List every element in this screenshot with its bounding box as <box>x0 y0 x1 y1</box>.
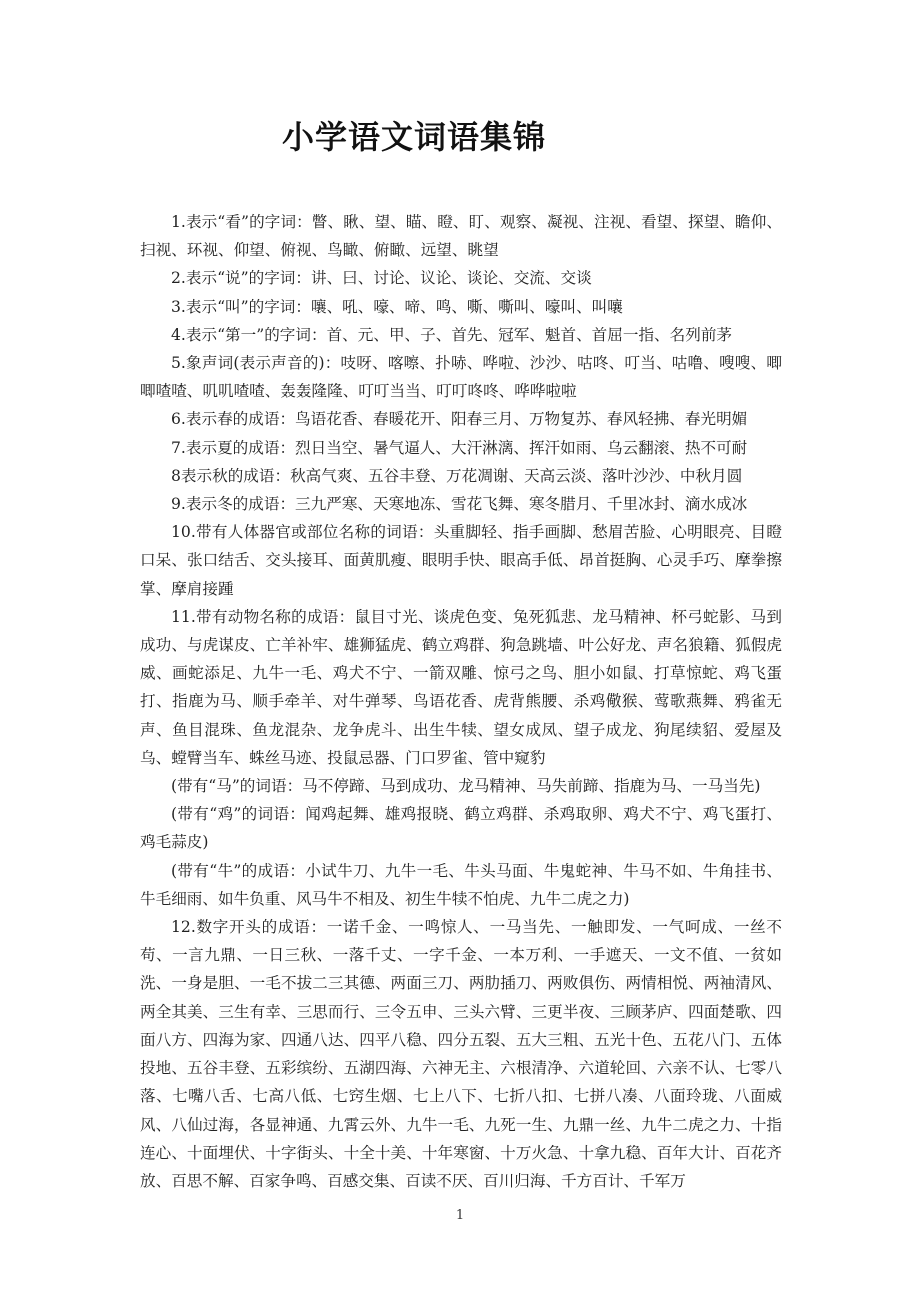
paragraph: 2.表示“说”的字词：讲、曰、讨论、议论、谈论、交流、交谈 <box>171 269 592 288</box>
paragraph: 8表示秋的成语：秋高气爽、五谷丰登、万花凋谢、天高云淡、落叶沙沙、中秋月圆 <box>171 466 743 485</box>
document-body <box>140 208 782 1195</box>
paragraph: 11.带有动物名称的成语：鼠目寸光、谈虎色变、兔死狐悲、龙马精神、杯弓蛇影、马到成功、与虎谋皮、亡羊补牢、雄狮猛虎、鹤立鸡群、狗急跳墙、叶公好龙、声名狼籍、狐假虎威、画蛇添足、九牛一毛、鸡犬不宁、一箭双雕、惊弓之鸟、胆小如鼠、打草惊蛇、鸡飞蛋打、指鹿为马、顺手牵羊、对牛弹琴、鸟语花香、虎背熊腰、杀鸡儆猴、莺歌燕舞、鸦雀无声、鱼目混珠、鱼龙混杂、龙争虎斗、出生牛犊、望女成凤、望子成龙、狗尾续貂、爱屋及乌、螳臂当车、蛛丝马迹、投鼠忌器、门口罗雀、管中窥豹 <box>140 607 782 767</box>
paragraph: 10.带有人体器官或部位名称的词语：头重脚轻、指手画脚、愁眉苦脸、心明眼亮、目瞪口呆、张口结舌、交头接耳、面黄肌瘦、眼明手快、眼高手低、昂首挺胸、心灵手巧、摩拳擦掌、摩肩接踵 <box>140 523 782 598</box>
paragraph: 1.表示“看”的字词：瞥、瞅、望、瞄、瞪、盯、观察、凝视、注视、看望、探望、瞻仰、扫视、环视、仰望、俯视、鸟瞰、俯瞰、远望、眺望 <box>140 213 782 260</box>
paragraph: 12.数字开头的成语：一诺千金、一鸣惊人、一马当先、一触即发、一气呵成、一丝不苟、一言九鼎、一日三秋、一落千丈、一字千金、一本万利、一手遮天、一文不值、一贫如洗、一身是胆、一毛不拔二三其德、两面三刀、两肋插刀、两败俱伤、两情相悦、两袖清风、两全其美、三生有幸、三思而行、三令五申、三头六臂、三更半夜、三顾茅庐、四面楚歌、四面八方、四海为家、四通八达、四平八稳、四分五裂、五大三粗、五光十色、五花八门、五体投地、五谷丰登、五彩缤纷、五湖四海、六神无主、六根清净、六道轮回、六亲不认、七零八落、七嘴八舌、七高八低、七窍生烟、七上八下、七折八扣、七拼八凑、八面玲珑、八面威风、八仙过海，各显神通、九霄云外、九牛一毛、九死一生、九鼎一丝、九牛二虎之力、十指连心、十面埋伏、十字街头、十全十美、十年寒窗、十万火急、十拿九稳、百年大计、百花齐放、百思不解、百家争鸣、百感交集、百读不厌、百川归海、千方百计、千军万 <box>140 918 782 1190</box>
paragraph: (带有“马”的词语：马不停蹄、马到成功、龙马精神、马失前蹄、指鹿为马、一马当先) <box>171 777 761 796</box>
paragraph: 7.表示夏的成语：烈日当空、暑气逼人、大汗淋漓、挥汗如雨、乌云翻滚、热不可耐 <box>171 438 748 457</box>
paragraph: (带有“鸡”的词语：闻鸡起舞、雄鸡报晓、鹤立鸡群、杀鸡取卵、鸡犬不宁、鸡飞蛋打、鸡毛蒜皮) <box>140 805 782 852</box>
paragraph: 5.象声词(表示声音的)：吱呀、喀嚓、扑哧、哗啦、沙沙、咕咚、叮当、咕噜、嗖嗖、唧唧喳喳、叽叽喳喳、轰轰隆隆、叮叮当当、叮叮咚咚、哗哗啦啦 <box>140 354 782 401</box>
paragraph: (带有“牛”的成语：小试牛刀、九牛一毛、牛头马面、牛鬼蛇神、牛马不如、牛角挂书、牛毛细雨、如牛负重、风马牛不相及、初生牛犊不怕虎、九牛二虎之力) <box>140 861 782 908</box>
paragraph: 9.表示冬的成语：三九严寒、天寒地冻、雪花飞舞、寒冬腊月、千里冰封、滴水成冰 <box>171 495 748 514</box>
page-number: 1 <box>455 1208 465 1223</box>
document-title: 小学语文词语集锦 <box>281 118 546 156</box>
paragraph: 6.表示春的成语：鸟语花香、春暖花开、阳春三月、万物复苏、春风轻拂、春光明媚 <box>171 410 748 429</box>
paragraph: 3.表示“叫”的字词：嚷、吼、嚎、啼、鸣、嘶、嘶叫、嚎叫、叫嚷 <box>171 297 623 316</box>
paragraph: 4.表示“第一”的字词：首、元、甲、子、首先、冠军、魁首、首屈一指、名列前茅 <box>171 325 733 344</box>
